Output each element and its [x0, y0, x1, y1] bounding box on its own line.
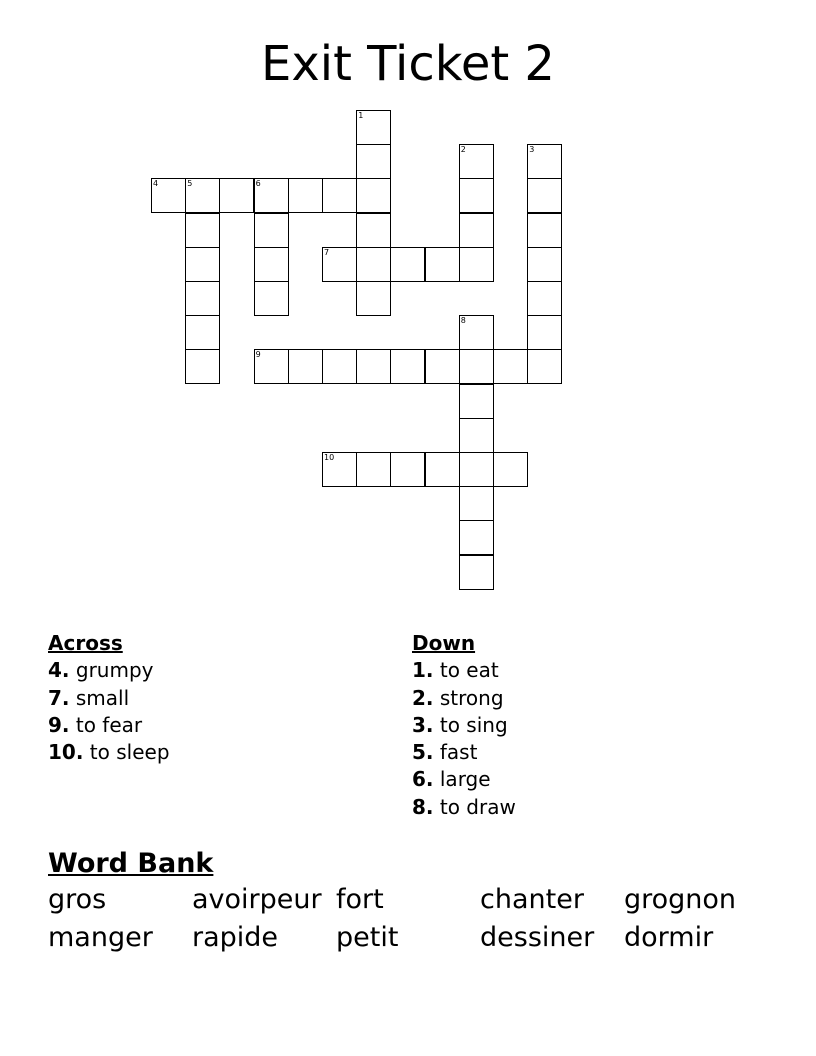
across-clues: [48, 630, 170, 766]
crossword-cell[interactable]: [459, 418, 494, 453]
crossword-cell[interactable]: [459, 486, 494, 521]
crossword-cell[interactable]: [459, 178, 494, 213]
clue-across-4: [48, 657, 170, 684]
crossword-cell[interactable]: [459, 247, 494, 282]
word-bank-item: avoirpeur: [192, 884, 322, 915]
crossword-cell[interactable]: [356, 213, 391, 248]
cell-number: 6: [255, 179, 261, 189]
cell-number: 7: [324, 247, 330, 257]
crossword-cell[interactable]: [322, 178, 357, 213]
across-heading: Across: [48, 631, 123, 655]
clue-text: to fear: [75, 712, 143, 737]
crossword-cell[interactable]: [356, 349, 391, 384]
word-bank-item: petit: [336, 922, 399, 953]
clue-text: small: [75, 685, 130, 710]
down-clues: [412, 630, 516, 821]
clue-across-7: [48, 685, 170, 712]
crossword-cell[interactable]: [254, 178, 289, 213]
crossword-cell[interactable]: [151, 178, 186, 213]
clue-number: 7.: [48, 685, 70, 710]
crossword-cell[interactable]: [527, 315, 562, 350]
word-bank-item: dormir: [624, 922, 714, 953]
crossword-cell[interactable]: [527, 144, 562, 179]
clue-number: 9.: [48, 712, 70, 737]
cell-number: 8: [460, 316, 466, 326]
word-bank-item: fort: [336, 884, 384, 915]
clue-number: 8.: [412, 794, 434, 819]
crossword-cell[interactable]: [356, 178, 391, 213]
crossword-cell[interactable]: [459, 144, 494, 179]
clue-number: 2.: [412, 685, 434, 710]
crossword-cell[interactable]: [288, 178, 323, 213]
crossword-cell[interactable]: [356, 247, 391, 282]
crossword-cell[interactable]: [527, 281, 562, 316]
down-heading: Down: [412, 631, 476, 655]
clue-down-2: [412, 685, 516, 712]
crossword-cell[interactable]: [425, 452, 460, 487]
clue-number: 3.: [412, 712, 434, 737]
clue-down-1: [412, 657, 516, 684]
crossword-cell[interactable]: [185, 349, 220, 384]
crossword-cell[interactable]: [185, 178, 220, 213]
page-title: Exit Ticket 2: [261, 36, 555, 92]
clue-text: large: [439, 767, 491, 792]
word-bank-heading: Word Bank: [48, 848, 214, 879]
clue-across-10: [48, 739, 170, 766]
crossword-cell[interactable]: [459, 315, 494, 350]
crossword-cell[interactable]: [390, 452, 425, 487]
clue-down-5: [412, 739, 516, 766]
word-bank-item: rapide: [192, 922, 279, 953]
crossword-cell[interactable]: [459, 520, 494, 555]
crossword-cell[interactable]: [493, 452, 528, 487]
crossword-cell[interactable]: [322, 349, 357, 384]
clue-number: 4.: [48, 658, 70, 683]
cell-number: 10: [324, 453, 335, 462]
clue-down-6: [412, 766, 516, 793]
crossword-cell[interactable]: [254, 281, 289, 316]
crossword-cell[interactable]: [356, 452, 391, 487]
clue-down-8: [412, 794, 516, 821]
crossword-cell[interactable]: [459, 349, 494, 384]
clue-text: fast: [439, 740, 478, 765]
word-bank: [48, 884, 768, 960]
cell-number: 5: [187, 179, 193, 189]
crossword-cell[interactable]: [527, 349, 562, 384]
clue-text: strong: [439, 685, 504, 710]
clue-text: grumpy: [75, 658, 154, 683]
clue-text: to sleep: [89, 740, 170, 765]
word-bank-item: manger: [48, 922, 153, 953]
crossword-cell[interactable]: [459, 452, 494, 487]
cell-number: 3: [529, 145, 535, 155]
clue-across-9: [48, 712, 170, 739]
crossword-cell[interactable]: [459, 384, 494, 419]
word-bank-item: chanter: [480, 884, 584, 915]
crossword-cell[interactable]: [459, 213, 494, 248]
word-bank-item: dessiner: [480, 922, 595, 953]
crossword-cell[interactable]: [322, 247, 357, 282]
crossword-cell[interactable]: [254, 247, 289, 282]
crossword-cell[interactable]: [356, 144, 391, 179]
crossword-cell[interactable]: [527, 178, 562, 213]
crossword-cell[interactable]: [185, 247, 220, 282]
crossword-cell[interactable]: [356, 281, 391, 316]
clue-number: 1.: [412, 658, 434, 683]
clue-text: to eat: [439, 658, 499, 683]
cell-number: 2: [460, 145, 466, 155]
clue-text: to draw: [439, 794, 516, 819]
crossword-cell[interactable]: [219, 178, 254, 213]
crossword-cell[interactable]: [254, 349, 289, 384]
cell-number: 9: [255, 350, 261, 360]
clue-number: 10.: [48, 740, 84, 765]
crossword-cell[interactable]: [322, 452, 357, 487]
clue-number: 6.: [412, 767, 434, 792]
clue-text: to sing: [439, 712, 508, 737]
clue-number: 5.: [412, 740, 434, 765]
crossword-cell[interactable]: [356, 110, 391, 145]
crossword-cell[interactable]: [185, 315, 220, 350]
crossword-cell[interactable]: [493, 349, 528, 384]
clue-down-3: [412, 712, 516, 739]
crossword-cell[interactable]: [425, 349, 460, 384]
cell-number: 4: [153, 179, 159, 189]
word-bank-item: gros: [48, 884, 107, 915]
crossword-cell[interactable]: [185, 281, 220, 316]
crossword-cell[interactable]: [185, 213, 220, 248]
crossword-cell[interactable]: [527, 247, 562, 282]
cell-number: 1: [358, 111, 364, 120]
crossword-cell[interactable]: [288, 349, 323, 384]
crossword-cell[interactable]: [390, 349, 425, 384]
crossword-cell[interactable]: [459, 555, 494, 590]
crossword-cell[interactable]: [254, 213, 289, 248]
word-bank-item: grognon: [624, 884, 737, 915]
crossword-cell[interactable]: [390, 247, 425, 282]
crossword-cell[interactable]: [425, 247, 460, 282]
crossword-cell[interactable]: [527, 213, 562, 248]
